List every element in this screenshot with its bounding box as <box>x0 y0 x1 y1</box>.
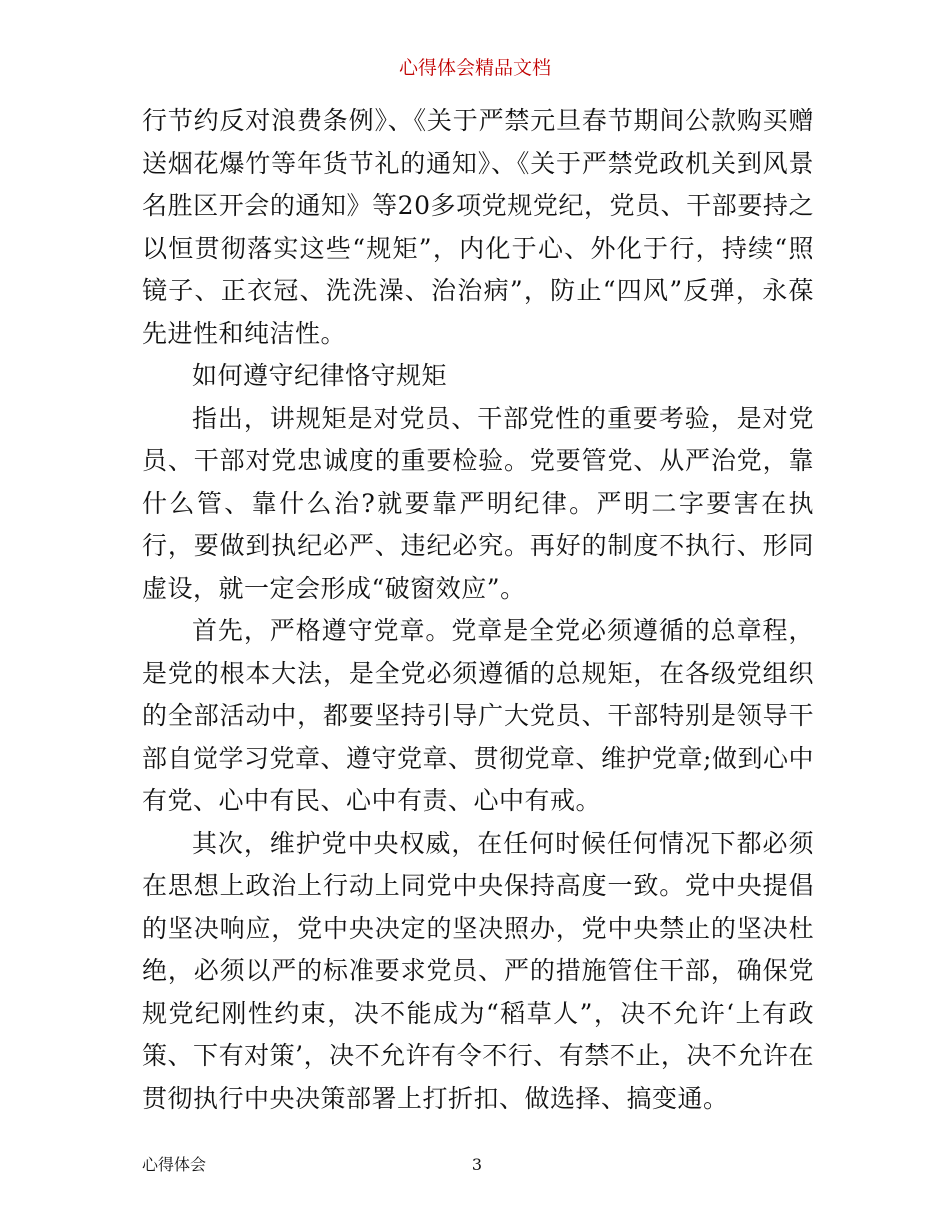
body-paragraph: 其次，维护党中央权威，在任何时候任何情况下都必须在思想上政治上行动上同党中央保持高度一致。党中央提倡的坚决响应，党中央决定的坚决照办，党中央禁止的坚决杜绝，必须以严的标准要求党员、严的措施管住干部，确保党规党纪刚性约束，决不能成为“稻草人”，决不允许‘上有政策、下有对策’，决不允许有令不行、有禁不止，决不允许在贯彻执行中央决策部署上打折扣、做选择、搞变通。 <box>142 828 814 1113</box>
page-header-title: 心得体会精品文档 <box>398 57 551 79</box>
body-paragraph: 指出，讲规矩是对党员、干部党性的重要考验，是对党员、干部对党忠诚度的重要检验。党要管党、从严治党，靠什么管、靠什么治?就要靠严明纪律。严明二字要害在执行，要做到执纪必严、违纪必究。再好的制度不执行、形同虚设，就一定会形成“破窗效应”。 <box>142 403 814 603</box>
document-body <box>142 100 814 1120</box>
footer-label: 心得体会 <box>142 1155 207 1174</box>
section-heading: 如何遵守纪律恪守规矩 <box>192 361 448 390</box>
body-paragraph-continued: 行节约反对浪费条例》、《关于严禁元旦春节期间公款购买赠送烟花爆竹等年货节礼的通知》、《关于严禁党政机关到风景名胜区开会的通知》等20多项党规党纪，党员、干部要持之以恒贯彻落实这些“规矩”，内化于心、外化于行，持续“照镜子、正衣冠、洗洗澡、治治病”，防止“四风”反弹，永葆先进性和纯洁性。 <box>142 106 814 348</box>
body-paragraph: 首先，严格遵守党章。党章是全党必须遵循的总章程，是党的根本大法，是全党必须遵循的总规矩，在各级党组织的全部活动中，都要坚持引导广大党员、干部特别是领导干部自觉学习党章、遵守党章、贯彻党章、维护党章;做到心中有党、心中有民、心中有责、心中有戒。 <box>142 616 814 815</box>
page-number: 3 <box>471 1155 483 1174</box>
